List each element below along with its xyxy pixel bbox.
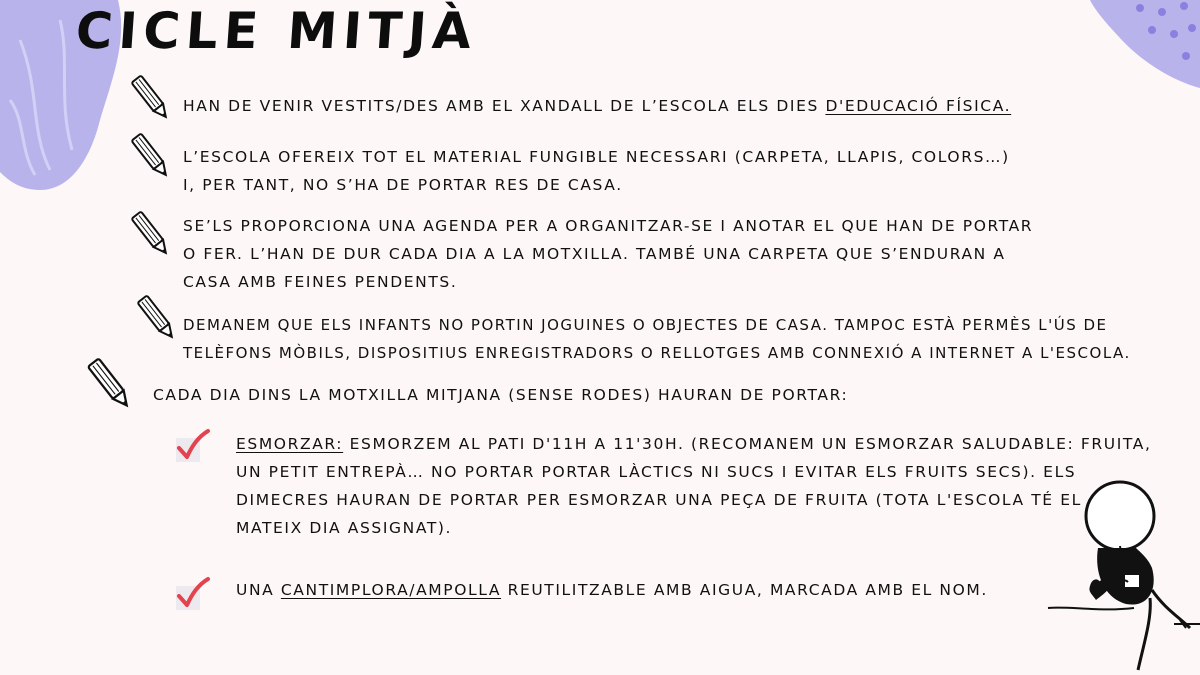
bullet-agenda bbox=[183, 212, 1033, 296]
bullet-text: HAN DE VENIR VESTITS/DES AMB EL XANDALL DE L’ESCOLA ELS DIES bbox=[183, 97, 826, 115]
bullet-line: I, PER TANT, NO S’HA DE PORTAR RES DE CASA. bbox=[183, 176, 623, 194]
doodle-figure-illustration bbox=[1040, 478, 1200, 675]
bullet-line: TELÈFONS MÒBILS, DISPOSITIUS ENREGISTRADORS O RELLOTGES AMB CONNEXIÓ A INTERNET A L'ESCOLA. bbox=[183, 344, 1131, 362]
bullet-line: SE’LS PROPORCIONA UNA AGENDA PER A ORGANITZAR-SE I ANOTAR EL QUE HAN DE PORTAR bbox=[183, 217, 1034, 235]
check-icon bbox=[174, 576, 212, 612]
check-text: UNA bbox=[236, 581, 281, 599]
water-bottle-link[interactable]: CANTIMPLORA/AMPOLLA bbox=[280, 581, 502, 599]
bullet-toys-phones bbox=[183, 311, 1131, 367]
check-line: ESMORZEM AL PATI D'11H A 11'30H. (RECOMANEM UN ESMORZAR SALUDABLE: FRUITA, bbox=[343, 435, 1152, 453]
bullet-uniform bbox=[183, 92, 1011, 120]
bullet-line: L’ESCOLA OFEREIX TOT EL MATERIAL FUNGIBLE NECESSARI (CARPETA, LLAPIS, COLORS…) bbox=[183, 148, 1010, 166]
page-title: CICLE MITJÀ bbox=[73, 2, 480, 60]
check-line: UN PETIT ENTREPÀ… NO PORTAR PORTAR LÀCTICS NI SUCS I EVITAR ELS FRUITS SECS). ELS bbox=[236, 463, 1077, 481]
pencil-icon bbox=[128, 206, 174, 262]
check-text: REUTILITZABLE AMB AIGUA, MARCADA AMB EL NOM. bbox=[501, 581, 988, 599]
pencil-icon bbox=[128, 70, 174, 126]
bullet-line: CASA AMB FEINES PENDENTS. bbox=[183, 273, 458, 291]
backpack-text: CADA DIA DINS LA MOTXILLA MITJANA (SENSE RODES) HAURAN DE PORTAR: bbox=[153, 386, 849, 404]
bullet-line: O FER. L’HAN DE DUR CADA DIA A LA MOTXILLA. TAMBÉ UNA CARPETA QUE S’ENDURAN A bbox=[183, 245, 1006, 263]
bullet-material bbox=[183, 143, 1010, 199]
check-icon bbox=[174, 428, 212, 464]
check-water-bottle bbox=[236, 576, 988, 604]
check-line: DIMECRES HAURAN DE PORTAR PER ESMORZAR UNA PEÇA DE FRUITA (TOTA L'ESCOLA TÉ EL bbox=[236, 491, 1082, 509]
breakfast-label: ESMORZAR: bbox=[236, 435, 344, 453]
backpack-intro bbox=[153, 381, 848, 409]
physical-education-link[interactable]: D'EDUCACIÓ FÍSICA. bbox=[825, 97, 1012, 115]
check-line: MATEIX DIA ASSIGNAT). bbox=[236, 519, 453, 537]
pencil-icon bbox=[134, 290, 180, 346]
lavender-blob-right-decoration bbox=[1090, 0, 1200, 100]
check-breakfast bbox=[236, 430, 1151, 542]
bullet-line: DEMANEM QUE ELS INFANTS NO PORTIN JOGUINES O OBJECTES DE CASA. TAMPOC ESTÀ PERMÈS L'ÚS DE bbox=[183, 316, 1108, 334]
pencil-icon bbox=[128, 128, 174, 184]
pencil-icon bbox=[84, 352, 136, 416]
